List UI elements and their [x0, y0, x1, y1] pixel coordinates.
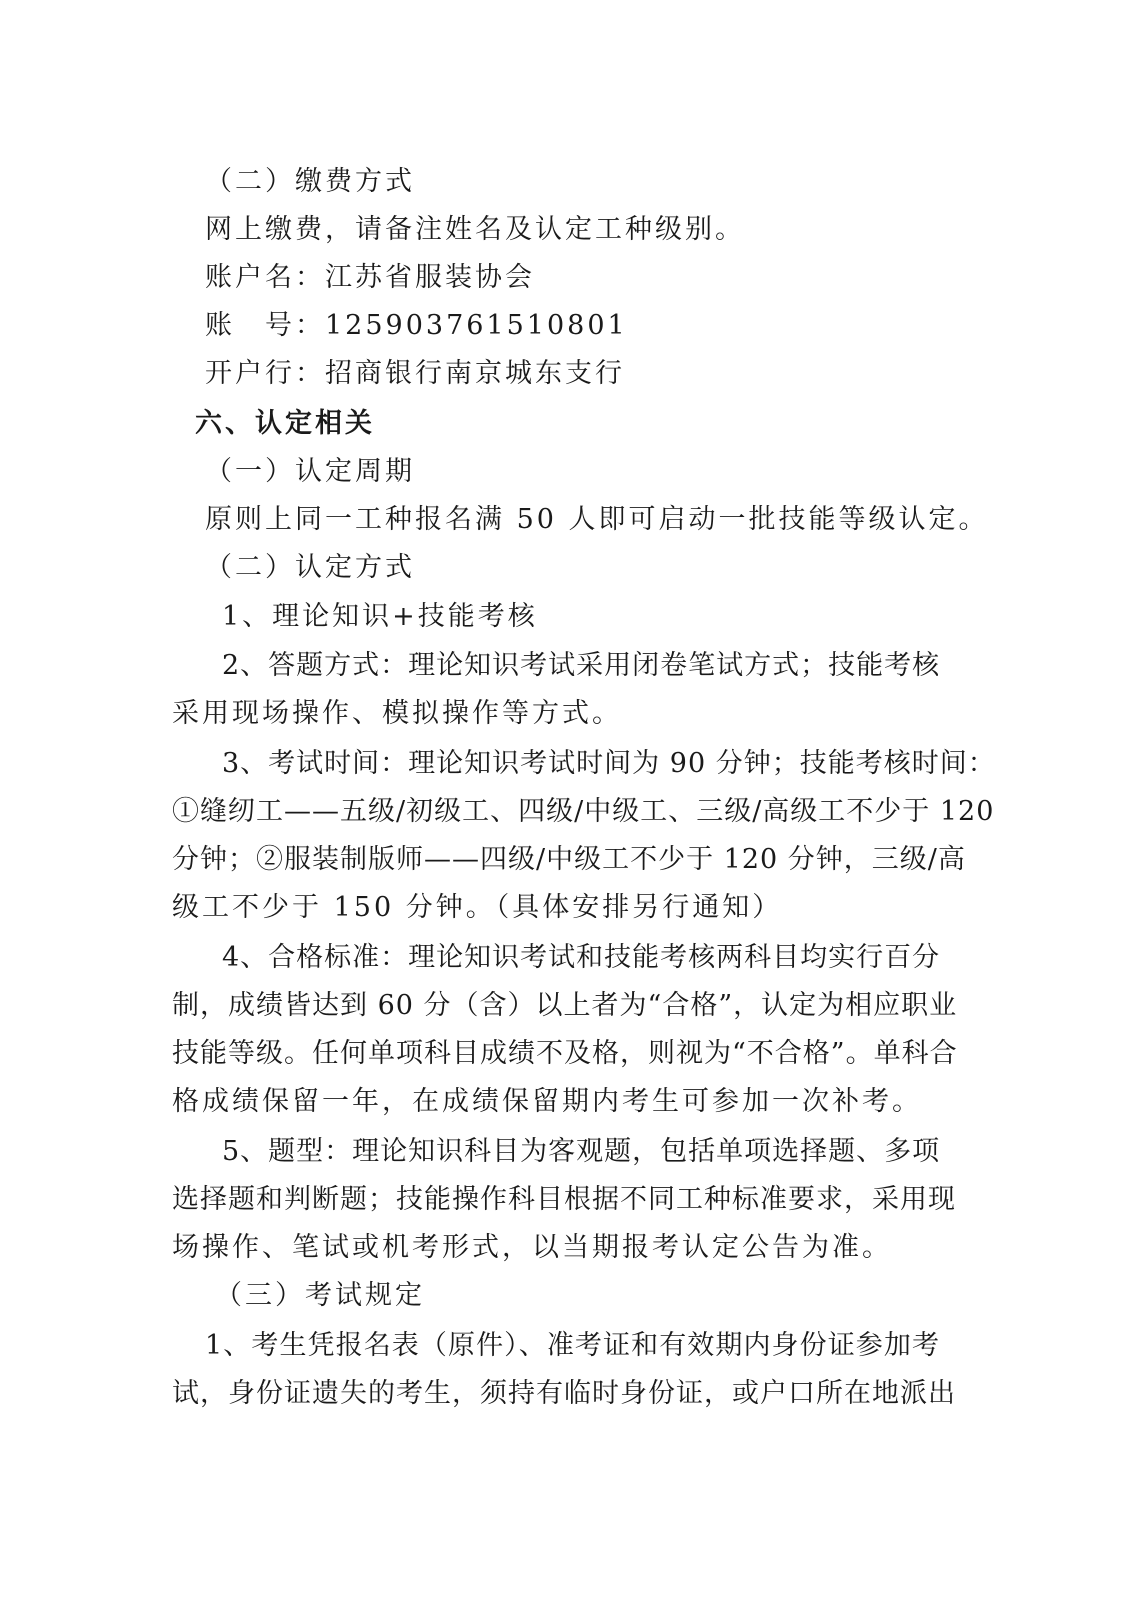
method-item-2-line-2: 采用现场操作、模拟操作等方式。 — [172, 698, 622, 729]
method-item-4-line-2: 制，成绩皆达到 60 分（含）以上者为“合格”，认定为相应职业 — [172, 990, 958, 1021]
method-heading: （二）认定方式 — [205, 552, 415, 583]
bank-name: 开户行：招商银行南京城东支行 — [205, 358, 625, 389]
method-item-5-line-3: 场操作、笔试或机考形式，以当期报考认定公告为准。 — [172, 1232, 892, 1263]
method-item-4-line-3: 技能等级。任何单项科目成绩不及格，则视为“不合格”。单科合 — [172, 1038, 958, 1069]
account-name: 账户名：江苏省服装协会 — [205, 262, 535, 293]
rules-heading: （三）考试规定 — [215, 1280, 425, 1311]
method-item-5-line-1: 5、题型：理论知识科目为客观题，包括单项选择题、多项 — [222, 1136, 941, 1167]
payment-method-heading: （二）缴费方式 — [205, 166, 415, 197]
method-item-3-line-4: 级工不少于 150 分钟。（具体安排另行通知） — [172, 892, 783, 923]
account-number: 账 号：125903761510801 — [205, 310, 628, 341]
method-item-4-line-4: 格成绩保留一年，在成绩保留期内考生可参加一次补考。 — [172, 1086, 922, 1117]
cycle-text: 原则上同一工种报名满 50 人即可启动一批技能等级认定。 — [205, 504, 989, 535]
method-item-3-line-1: 3、考试时间：理论知识考试时间为 90 分钟；技能考核时间： — [222, 748, 996, 779]
section-6-heading: 六、认定相关 — [195, 408, 375, 439]
method-item-1: 1、理论知识+技能考核 — [222, 601, 538, 632]
method-item-2-line-1: 2、答题方式：理论知识考试采用闭卷笔试方式；技能考核 — [222, 650, 941, 681]
method-item-3-line-2: ①缝纫工——五级/初级工、四级/中级工、三级/高级工不少于 120 — [172, 796, 995, 827]
method-item-4-line-1: 4、合格标准：理论知识考试和技能考核两科目均实行百分 — [222, 942, 941, 973]
method-item-5-line-2: 选择题和判断题；技能操作科目根据不同工种标准要求，采用现 — [172, 1184, 956, 1215]
cycle-heading: （一）认定周期 — [205, 456, 415, 487]
rule-1-line-1: 1、考生凭报名表（原件）、准考证和有效期内身份证参加考 — [205, 1330, 940, 1361]
rule-1-line-2: 试，身份证遗失的考生，须持有临时身份证，或户口所在地派出 — [172, 1378, 956, 1409]
payment-note: 网上缴费，请备注姓名及认定工种级别。 — [205, 214, 745, 245]
method-item-3-line-3: 分钟；②服装制版师——四级/中级工不少于 120 分钟，三级/高 — [172, 844, 966, 875]
